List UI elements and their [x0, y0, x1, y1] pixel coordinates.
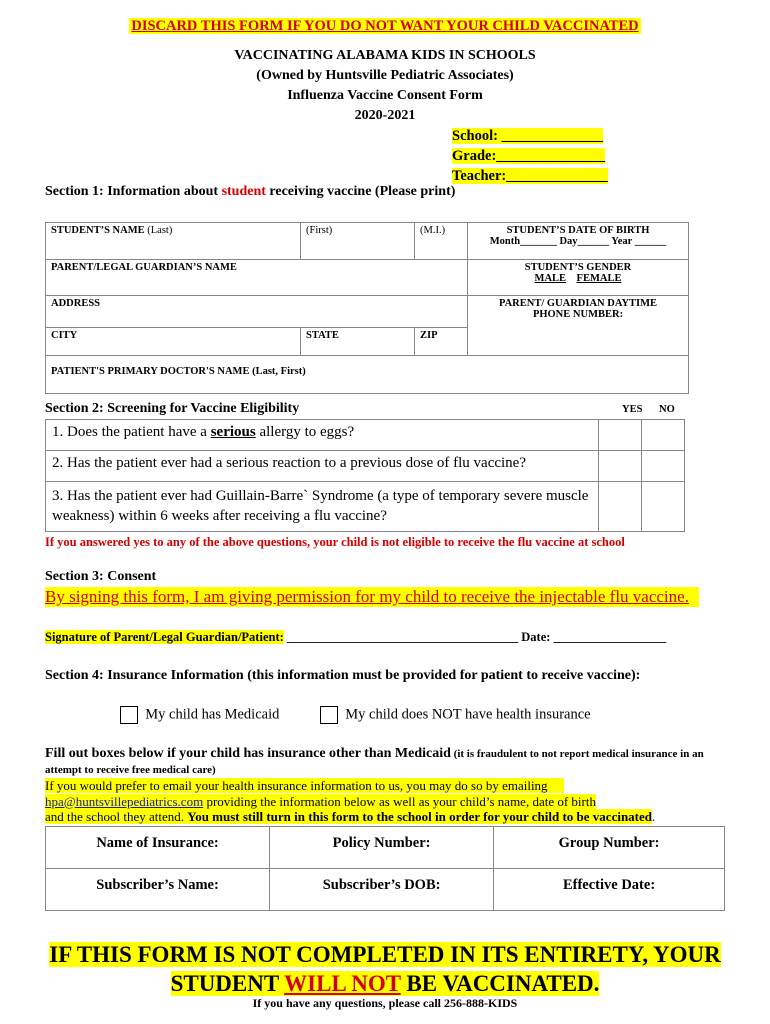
question-2: 2. Has the patient ever had a serious reaction to a previous dose of flu vaccine?: [46, 451, 599, 482]
dob-fields: Month_______ Day______ Year ______: [489, 236, 667, 247]
footer-line2-post: BE VACCINATED.: [400, 971, 600, 996]
insurance-name-cell[interactable]: Name of Insurance:: [46, 827, 270, 869]
insurance-table: [45, 826, 725, 911]
section1-title-post: receiving vaccine (Please print): [265, 184, 456, 199]
footer-line1: IF THIS FORM IS NOT COMPLETED IN ITS ENTIRETY, YOUR: [49, 942, 721, 967]
section4-title: Section 4: Insurance Information (this information must be provided for patient to receive vaccine):: [45, 668, 641, 683]
insurance-instructions: [45, 746, 735, 778]
screening-table: [45, 419, 685, 532]
phone-label: PARENT/ GUARDIAN DAYTIME PHONE NUMBER:: [498, 298, 658, 320]
fraud-note: (it is fraudulent to not report medical insurance in an attempt to receive free medical care): [45, 748, 704, 776]
header-org: VACCINATING ALABAMA KIDS IN SCHOOLS: [234, 48, 536, 63]
footer-will-not: WILL NOT: [284, 971, 401, 996]
gender-cell[interactable]: [468, 260, 689, 296]
email-pre: If you would prefer to email your health insurance information to us, you may do so by emailing: [45, 778, 564, 793]
discard-banner-text: DISCARD THIS FORM IF YOU DO NOT WANT YOUR CHILD VACCINATED: [131, 18, 639, 34]
section1-title: [45, 184, 455, 200]
mi-cell[interactable]: [415, 223, 468, 260]
contact-line: If you have any questions, please call 256-888-KIDS: [252, 996, 518, 1010]
discard-banner: [0, 18, 770, 35]
subscriber-dob-cell[interactable]: Subscriber’s DOB:: [270, 869, 494, 911]
footer-line2-pre: STUDENT: [170, 971, 285, 996]
grade-field[interactable]: Grade:_______________: [452, 148, 606, 164]
consent-statement: By signing this form, I am giving permission for my child to receive the injectable flu vaccine.: [45, 587, 699, 607]
footer-warning: [0, 940, 770, 998]
first-label: (First): [306, 225, 333, 236]
subscriber-name-cell[interactable]: Subscriber’s Name:: [46, 869, 270, 911]
zip-cell[interactable]: [415, 328, 468, 356]
no-header: NO: [659, 404, 675, 415]
q1-post: allergy to eggs?: [255, 424, 355, 440]
doctor-cell[interactable]: [46, 356, 689, 394]
effective-date-cell[interactable]: Effective Date:: [494, 869, 725, 911]
medicaid-label: My child has Medicaid: [145, 706, 280, 723]
no-insurance-label: My child does NOT have health insurance: [345, 706, 591, 723]
group-number-cell[interactable]: Group Number:: [494, 827, 725, 869]
header-year: 2020-2021: [354, 108, 416, 123]
attend-bold: You must still turn in this form to the school in order for your child to be vaccinated: [187, 809, 653, 824]
school-field[interactable]: School: ______________: [452, 128, 604, 144]
fill-out-heading: Fill out boxes below if your child has insurance other than Medicaid: [45, 746, 451, 761]
ineligible-warning: If you answered yes to any of the above questions, your child is not eligible to receive the flu vaccine at school: [45, 535, 625, 549]
section1-title-pre: Section 1: Information about: [45, 184, 222, 199]
date-field[interactable]: __________________: [553, 630, 667, 644]
email-post: providing the information below as well as your child’s name, date of birth: [203, 793, 596, 809]
q1-no-box[interactable]: [642, 420, 685, 451]
school-info: [452, 126, 608, 186]
q1-pre: 1. Does the patient have a: [52, 424, 211, 440]
header-form-title: Influenza Vaccine Consent Form: [287, 88, 483, 103]
dob-cell[interactable]: [468, 223, 689, 260]
signature-field[interactable]: _____________________________________: [286, 630, 519, 644]
question-3: 3. Has the patient ever had Guillain-Barre` Syndrome (a type of temporary severe muscle weakness) within 6 weeks after receiving a flu vaccine?: [46, 482, 599, 532]
q3-yes-box[interactable]: [599, 482, 642, 532]
q1-emphasis: serious: [210, 424, 256, 440]
guardian-name-cell[interactable]: [46, 260, 468, 296]
signature-row: [45, 630, 666, 645]
header-owner: (Owned by Huntsville Pediatric Associates): [256, 68, 514, 83]
phone-cell[interactable]: [468, 296, 689, 356]
section3-title: Section 3: Consent: [45, 569, 157, 584]
medicaid-option[interactable]: [120, 706, 279, 724]
q2-yes-box[interactable]: [599, 451, 642, 482]
q3-no-box[interactable]: [642, 482, 685, 532]
question-1: [46, 420, 599, 451]
state-cell[interactable]: [301, 328, 415, 356]
gender-male-option[interactable]: MALE: [534, 273, 567, 284]
teacher-field[interactable]: Teacher:______________: [452, 168, 608, 184]
attend-pre: and the school they attend.: [45, 809, 188, 824]
policy-number-cell[interactable]: Policy Number:: [270, 827, 494, 869]
gender-label: STUDENT’S GENDER: [524, 262, 632, 273]
q2-no-box[interactable]: [642, 451, 685, 482]
section1-title-student: student: [221, 184, 266, 199]
no-insurance-checkbox[interactable]: [320, 706, 338, 724]
city-cell[interactable]: [46, 328, 301, 356]
zip-label: ZIP: [420, 330, 438, 341]
date-label: Date:: [521, 630, 551, 644]
doctor-label: PATIENT'S PRIMARY DOCTOR'S NAME (Last, First): [51, 366, 306, 377]
no-insurance-option[interactable]: [320, 706, 591, 724]
address-label: ADDRESS: [51, 298, 101, 309]
first-name-cell[interactable]: [301, 223, 415, 260]
gender-female-option[interactable]: FEMALE: [576, 273, 622, 284]
signature-label: Signature of Parent/Legal Guardian/Patient:: [45, 630, 284, 644]
student-name-cell[interactable]: [46, 223, 301, 260]
city-label: CITY: [51, 330, 78, 341]
student-info-table: [45, 222, 689, 394]
yes-header: YES: [622, 404, 643, 415]
email-instructions: [45, 778, 655, 825]
dob-label: STUDENT’S DATE OF BIRTH: [506, 225, 650, 236]
q1-yes-box[interactable]: [599, 420, 642, 451]
medicaid-checkbox[interactable]: [120, 706, 138, 724]
guardian-label: PARENT/LEGAL GUARDIAN’S NAME: [51, 262, 237, 273]
attend-end: .: [652, 809, 656, 824]
email-link[interactable]: hpa@huntsvillepediatrics.com: [45, 793, 204, 809]
mi-label: (M.I.): [420, 225, 446, 236]
student-name-label: STUDENT’S NAME: [51, 225, 145, 236]
address-cell[interactable]: [46, 296, 468, 328]
section2-title: Section 2: Screening for Vaccine Eligibility: [45, 401, 300, 416]
state-label: STATE: [306, 330, 339, 341]
last-label: (Last): [147, 225, 173, 236]
